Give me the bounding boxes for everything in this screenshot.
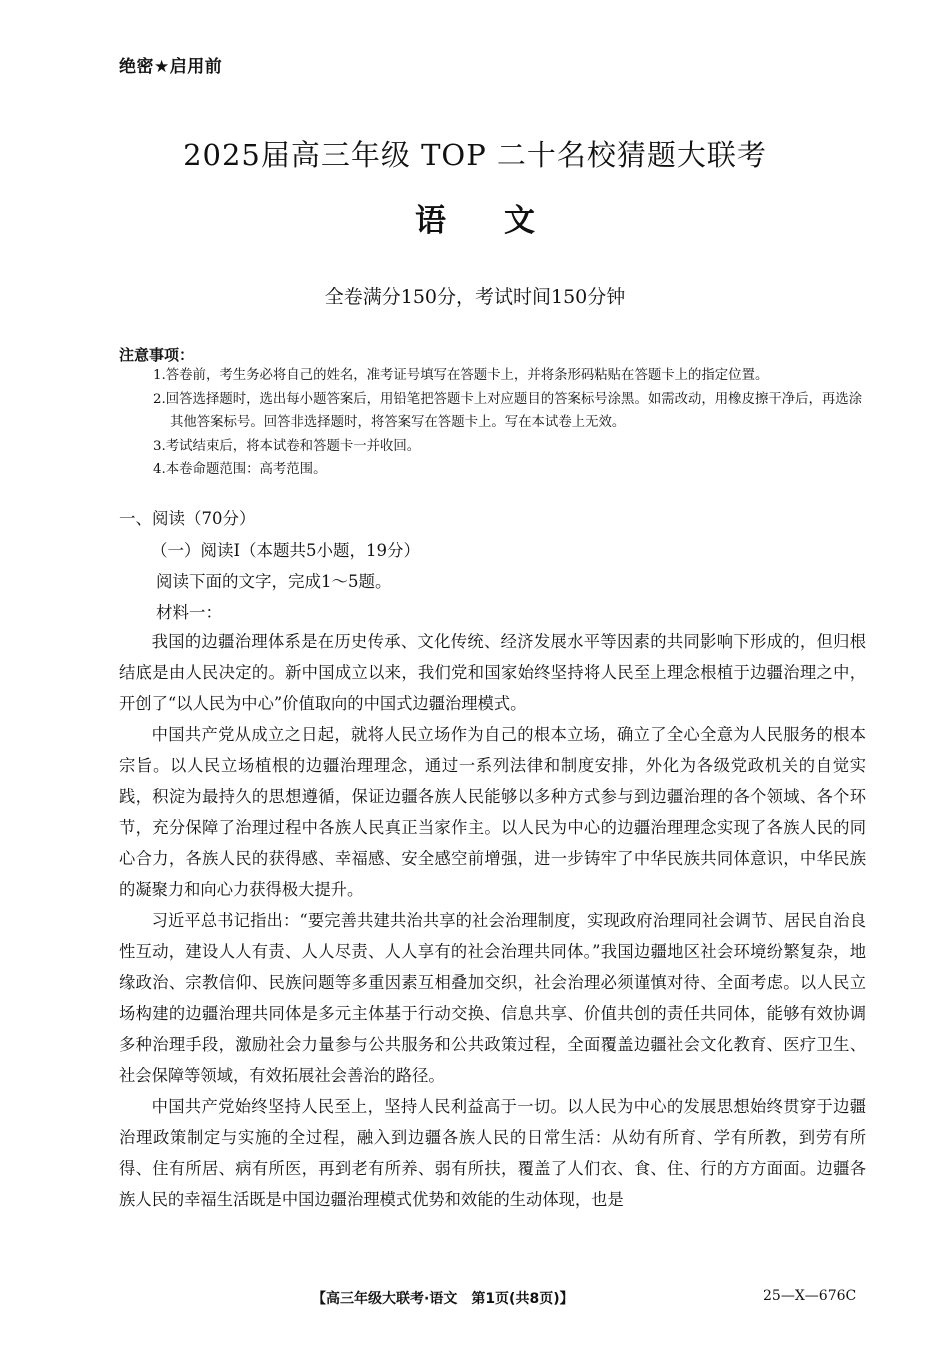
notes-heading: 注意事项： (119, 346, 195, 364)
part-heading: 一、阅读（70分） (119, 509, 256, 528)
paragraph: 我国的边疆治理体系是在历史传承、文化传统、经济发展水平等因素的共同影响下形成的，但归根结底是由人民决定的。新中国成立以来，我们党和国家始终坚持将人民至上理念根植于边疆治理之中，开创了“以人民为中心”价值取向的中国式边疆治理模式。 (119, 632, 866, 713)
page-footer: 【高三年级大联考·语文 第1页(共8页)】 (312, 1291, 574, 1307)
sub-heading: （一）阅读Ⅰ（本题共5小题，19分） (151, 541, 421, 560)
note-item: 2.回答选择题时，选出每小题答案后，用铅笔把答题卡上对应题目的答案标号涂黑。如需改动，用橡皮擦干净后，再选涂其他答案标号。回答非选择题时，将答案写在答题卡上。写在本试卷上无效。 (153, 391, 863, 430)
note-item: 1.答卷前，考生务必将自己的姓名，准考证号填写在答题卡上，并将条形码粘贴在答题卡上的指定位置。 (153, 368, 769, 383)
instruction: 阅读下面的文字，完成1～5题。 (156, 572, 392, 591)
exam-code: 25—X—676C (763, 1288, 857, 1304)
subject-title: 语文 (415, 203, 593, 239)
secret-label: 绝密★启用前 (119, 57, 223, 77)
note-item: 3.考试结束后，将本试卷和答题卡一并收回。 (153, 438, 421, 454)
paragraph: 中国共产党始终坚持人民至上，坚持人民利益高于一切。以人民为中心的发展思想始终贯穿于边疆治理政策制定与实施的全过程，融入到边疆各族人民的日常生活：从幼有所育、学有所教，到劳有所得、住有所居、病有所医，再到老有所养、弱有所扶，覆盖了人们衣、食、住、行的方方面面。边疆各族人民的幸福生活既是中国边疆治理模式优势和效能的生动体现，也是 (119, 1097, 866, 1209)
material-body (119, 626, 866, 1215)
score-info: 全卷满分150分，考试时间150分钟 (324, 286, 626, 308)
material-label: 材料一： (156, 603, 222, 622)
notes-list (153, 364, 873, 482)
paragraph: 习近平总书记指出：“要完善共建共治共享的社会治理制度，实现政府治理同社会调节、居民自治良性互动，建设人人有责、人人尽责、人人享有的社会治理共同体。”我国边疆地区社会环境纷繁复杂，地缘政治、宗教信仰、民族问题等多重因素互相叠加交织，社会治理必须谨慎对待、全面考虑。以人民立场构建的边疆治理共同体是多元主体基于行动交换、信息共享、价值共创的责任共同体，能够有效协调多种治理手段，激励社会力量参与公共服务和公共政策过程，全面覆盖边疆社会文化教育、医疗卫生、社会保障等领域，有效拓展社会善治的路径。 (119, 911, 866, 1085)
note-item: 4.本卷命题范围：高考范围。 (153, 462, 327, 477)
exam-title: 2025届高三年级 TOP 二十名校猜题大联考 (183, 138, 767, 172)
paragraph: 中国共产党从成立之日起，就将人民立场作为自己的根本立场，确立了全心全意为人民服务的根本宗旨。以人民立场植根的边疆治理理念，通过一系列法律和制度安排，外化为各级党政机关的自觉实践，积淀为最持久的思想遵循，保证边疆各族人民能够以多种方式参与到边疆治理的各个领域、各个环节，充分保障了治理过程中各族人民真正当家作主。以人民为中心的边疆治理理念实现了各族人民的同心合力，各族人民的获得感、幸福感、安全感空前增强，进一步铸牢了中华民族共同体意识，中华民族的凝聚力和向心力获得极大提升。 (119, 725, 866, 899)
